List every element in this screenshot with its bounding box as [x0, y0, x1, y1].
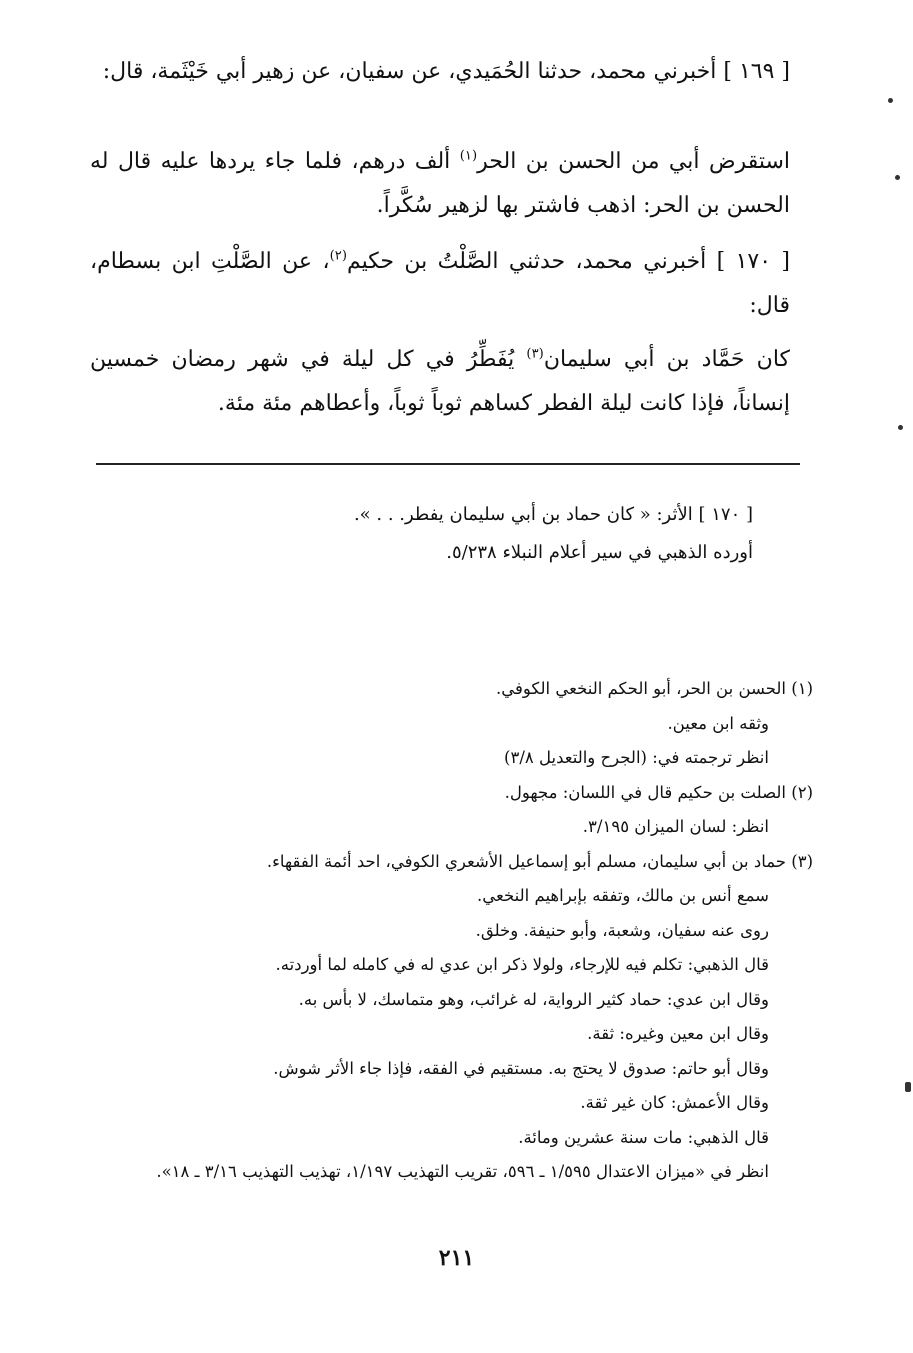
- athar-note: [193, 496, 753, 572]
- footnote-line: (١) الحسن بن الحر، أبو الحكم النخعي الكوفي.: [496, 679, 813, 698]
- footnote-line: قال الذهبي: تكلم فيه للإرجاء، ولولا ذكر ابن عدي له في كامله لما أوردته.: [275, 955, 769, 974]
- paragraph-170-header-b: ، عن الصَّلْتِ ابن بسطام، قال:: [90, 249, 790, 318]
- scan-speck: [898, 425, 903, 430]
- footnote-line: وقال ابن معين وغيره: ثقة.: [587, 1024, 769, 1043]
- paragraph-169-text-b: ألف درهم، فلما جاء يردها عليه قال له الحسن بن الحر: اذهب فاشتر بها لزهير سُكَّراً.: [90, 149, 790, 218]
- footnote-line: وقال الأعمش: كان غير ثقة.: [580, 1093, 769, 1112]
- paragraph-170-header: [90, 240, 790, 328]
- footnote-line: روى عنه سفيان، وشعبة، وأبو حنيفة. وخلق.: [475, 920, 769, 940]
- footnote-line: سمع أنس بن مالك، وتفقه بإبراهيم النخعي.: [477, 886, 769, 905]
- footnote-line: انظر ترجمته في: (الجرح والتعديل ٣/٨): [504, 748, 769, 767]
- athar-line-1: [ ١٧٠ ] الأثر: « كان حماد بن أبي سليمان يفطر. . . ».: [353, 504, 753, 525]
- page-number: ٢١١: [438, 1245, 475, 1271]
- scan-speck: [895, 175, 900, 180]
- footnotes: [93, 672, 813, 1190]
- footnote-marker-3: (٣): [526, 346, 544, 362]
- footnote-line: قال الذهبي: مات سنة عشرين ومائة.: [518, 1127, 769, 1147]
- paragraph-169-header-text: [ ١٦٩ ] أخبرني محمد، حدثنا الحُمَيدي، عن سفيان، عن زهير أبي خَيْثَمة، قال:: [102, 59, 790, 84]
- footnote-line: (٢) الصلت بن حكيم قال في اللسان: مجهول.: [504, 782, 813, 802]
- paragraph-170-body: [90, 338, 790, 426]
- footnote-marker-2: (٢): [329, 248, 347, 264]
- paragraph-169-text-a: استقرض أبي من الحسن بن الحر: [477, 149, 791, 174]
- paragraph-169-body: [90, 140, 790, 228]
- scan-speck: [888, 98, 893, 103]
- footnote-line: وقال أبو حاتم: صدوق لا يحتج به. مستقيم في الفقه، فإذا جاء الأثر شوش.: [273, 1058, 769, 1078]
- scan-speck: [905, 1082, 911, 1092]
- athar-line-2: أورده الذهبي في سير أعلام النبلاء ٥/٢٣٨.: [446, 542, 753, 563]
- footnote-marker-1: (١): [459, 148, 478, 164]
- footnote-line: وثقه ابن معين.: [667, 713, 769, 733]
- footnote-line: (٣) حماد بن أبي سليمان، مسلم أبو إسماعيل الأشعري الكوفي، احد أئمة الفقهاء.: [266, 851, 813, 871]
- footnote-line: وقال ابن عدي: حماد كثير الرواية، له غرائب، وهو متماسك، لا بأس به.: [298, 989, 769, 1009]
- paragraph-169-header: [90, 50, 790, 94]
- separator-rule: [96, 463, 800, 465]
- paragraph-170-header-a: [ ١٧٠ ] أخبرني محمد، حدثني الصَّلْتُ بن حكيم: [346, 249, 791, 274]
- footnote-line: انظر: لسان الميزان ٣/١٩٥.: [582, 817, 769, 836]
- paragraph-170-text-b: يُفَطِّرُ في كل ليلة في شهر رمضان خمسين إنساناً، فإذا كانت ليلة الفطر كساهم ثوباً ثوباً، وأعطاهم مئة مئة.: [90, 347, 790, 416]
- footnote-line: انظر في «ميزان الاعتدال ١/٥٩٥ ـ ٥٩٦، تقريب التهذيب ١/١٩٧، تهذيب التهذيب ٣/١٦ ـ ١٨».: [156, 1162, 769, 1181]
- paragraph-170-text-a: كان حَمَّاد بن أبي سليمان: [543, 347, 790, 372]
